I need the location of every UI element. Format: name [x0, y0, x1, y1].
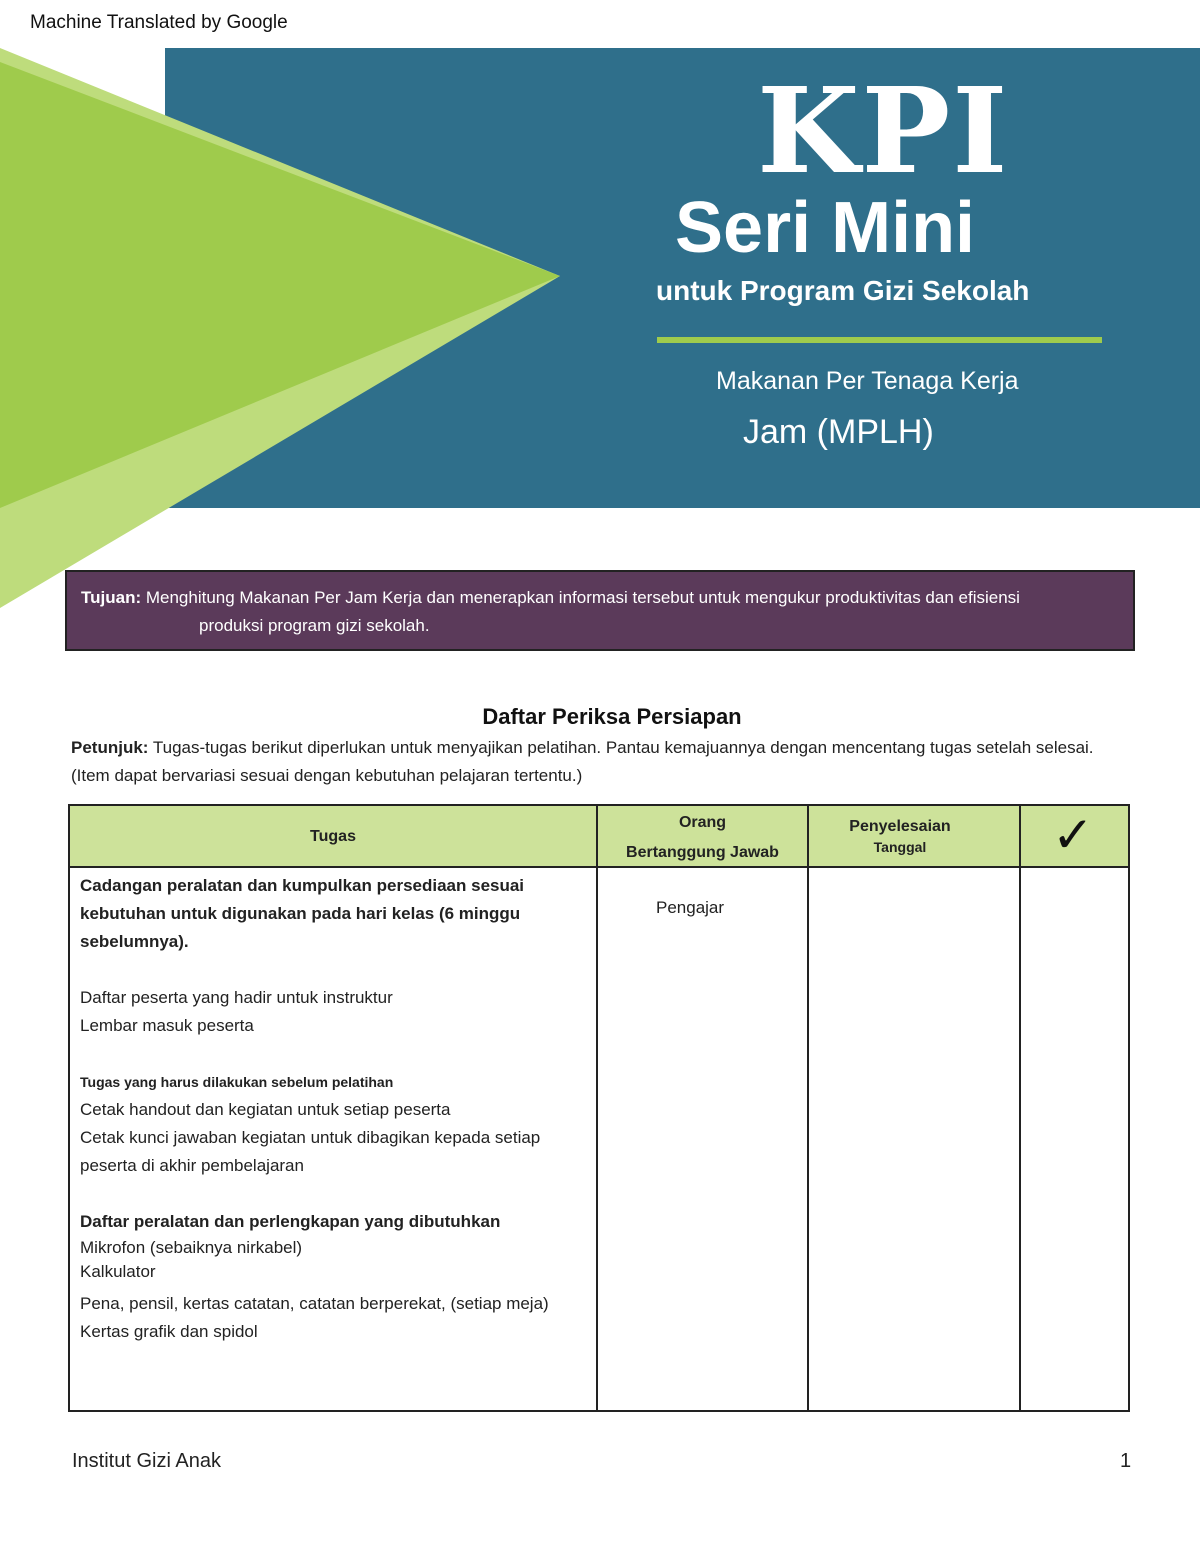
task-subheading: Tugas yang harus dilakukan sebelum pelatihan [80, 1074, 394, 1090]
objective-box [65, 570, 1135, 651]
topic-line-1: Makanan Per Tenaga Kerja [716, 367, 1019, 395]
banner-subtitle: untuk Program Gizi Sekolah [656, 275, 1030, 306]
task-item: Pena, pensil, kertas catatan, catatan berperekat, (setiap meja) [80, 1294, 549, 1313]
page-number: 1 [1120, 1450, 1132, 1472]
topic-line-2: Jam (MPLH) [743, 413, 934, 451]
translation-notice: Machine Translated by Google [30, 12, 288, 33]
series-title: Seri Mini [675, 188, 976, 268]
task-item: Daftar peserta yang hadir untuk instruktur [80, 988, 393, 1007]
green-triangle-graphic [0, 48, 1200, 608]
task-heading: Cadangan peralatan dan kumpulkan persediaan sesuai kebutuhan untuk digunakan pada hari kelas (6 minggu sebelumnya). [80, 876, 525, 951]
checkmark-icon: ✓ [1052, 806, 1094, 864]
checklist-table [68, 804, 1130, 1412]
section-title: Daftar Periksa Persiapan [482, 704, 742, 729]
footer-organization: Institut Gizi Anak [72, 1450, 221, 1472]
task-item: Lembar masuk peserta [80, 1016, 254, 1035]
task-cell [80, 872, 590, 1346]
header-responsible-line1: Orang [678, 814, 727, 831]
column-divider [596, 806, 598, 1410]
kpi-title: KPI [757, 61, 1010, 200]
header-responsible [598, 810, 807, 865]
task-item: Kalkulator [80, 1262, 156, 1281]
header-completion-line1: Penyelesaian [849, 818, 951, 835]
objective-text-continued: produksi program gizi sekolah. [199, 616, 430, 635]
instructions-label: Petunjuk: [71, 738, 149, 757]
header-task: Tugas [310, 828, 356, 845]
header-completion [810, 816, 990, 858]
task-item: Cetak handout dan kegiatan untuk setiap peserta [80, 1100, 451, 1119]
task-item: Cetak kunci jawaban kegiatan untuk dibagikan kepada setiap peserta di akhir pembelajaran [80, 1128, 541, 1175]
objective-text: Menghitung Makanan Per Jam Kerja dan menerapkan informasi tersebut untuk mengukur produktivitas dan efisiensi [141, 588, 1020, 607]
instructions-text: Tugas-tugas berikut diperlukan untuk menyajikan pelatihan. Pantau kemajuannya dengan mencentang tugas setelah selesai. (Item dapat bervariasi sesuai dengan kebutuhan pelajaran tertentu.) [71, 738, 1094, 785]
divider [657, 337, 1102, 343]
column-divider [807, 806, 809, 1410]
task-item: Kertas grafik dan spidol [80, 1322, 258, 1341]
header-completion-line2: Tanggal [873, 839, 927, 856]
objective-label: Tujuan: [81, 588, 142, 607]
responsible-cell: Pengajar [656, 898, 725, 917]
task-subheading: Daftar peralatan dan perlengkapan yang dibutuhkan [80, 1212, 501, 1231]
column-divider [1019, 806, 1021, 1410]
instructions [71, 734, 1131, 790]
task-item: Mikrofon (sebaiknya nirkabel) [80, 1238, 303, 1257]
header-responsible-line2: Bertanggung Jawab [626, 843, 779, 861]
